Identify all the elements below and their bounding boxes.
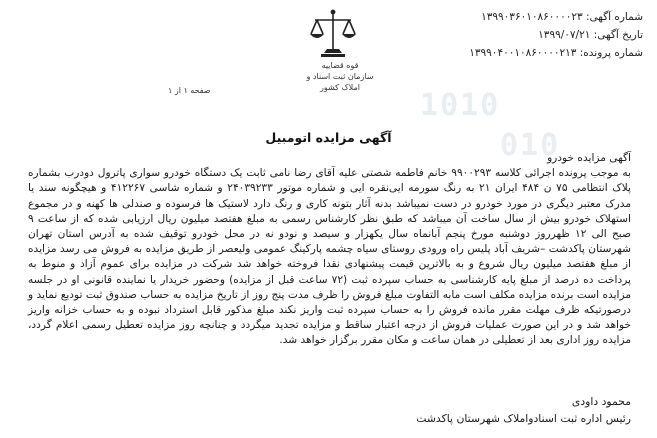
- notice-date-value: ۱۳۹۹/۰۷/۲۱: [538, 29, 591, 41]
- signatory-name: محمود داودی: [571, 395, 631, 408]
- watermark-line-2: 010: [500, 128, 561, 163]
- case-number-value: ۱۳۹۹۰۴۰۰۱۰۸۶۰۰۰۰۲۱۳: [469, 47, 577, 59]
- notice-number-value: ۱۳۹۹۰۳۶۰۱۰۸۶۰۰۰۰۲۳: [481, 11, 583, 23]
- body-paragraph: به موجب پرونده اجرائی کلاسه ۹۹۰۰۲۹۳ خانم فاطمه شصتی علیه آقای رضا نامی ثابت یک دستگاه خودرو سواری پاترول دودرب بشماره پلاک انتظامی ۷۵ ن ۴۸۴ ایران ۲۱ به رنگ سورمه ایی‌نقره ایی و شماره موتور ۲۴۰۳۹۲۳۳ و شماره شاسی ۴۱۲۲۶۷ و هیچگونه سند یا مدرک معتبر دیگری در مورد خودرو در دست نمیباشد بدنه آثار بتونه کاری و رنگ دارد لاستیک ها فرسوده و صندلی ها کهنه و در مجموع استهلاک خودرو بیش از سال ساخت آن میباشد که طبق نظر کارشناس رسمی به مبلغ هفتصد میلیون ریال ارزیابی شده که از ساعت ۹ صبح الی ۱۲ ظهرروز دوشنبه مورخ پنجم آبانماه سال یکهزار و سیصد و نودو نه در محل خودرو توقیف شده به آدرس استان تهران شهرستان پاکدشت –شریف آباد پلیس راه ورودی روستای سیاه چشمه پارکینگ عمومی ولیعصر از طریق مزایده به فروش می رسد مزایده از مبلغ هفتصد میلیون ریال شروع و به بالاترین قیمت پیشنهادی نقدا فروخته خواهد شد شرکت در مزایده برای عموم آزاد و منوط به پرداخت ده درصد از مبلغ پایه کارشناسی به حساب سپرده ثبت (۷۲ ساعت قبل از مزایده) وحضور خریدار یا نماینده قانونی او در جلسه مزایده است برنده مزایده مکلف است مابه التفاوت مبلغ فروش را ظرف مدت پنج روز از تاریخ مزایده به حساب صندوق ثبت تودیع نماید و درصورتیکه ظرف مهلت مقرر مانده فروش را به حساب سپرده ثبت واریز نکند مبلغ مذکور قابل استرداد نبوده و به حساب خزانه واریز خواهد شد و در این صورت عملیات فروش از درجه اعتبار ساقط و مزایده تجدید میگردد و چنانچه روز مزایده تعطیل رسمی اعلام گردد، مزایده روز اداری بعد از تعطیلی در همان ساعت و مکان مقرر برگزار خواهد شد.: [28, 167, 632, 347]
- document-title: آگهی مزایده اتومبیل: [265, 130, 392, 145]
- notice-metadata: [423, 8, 643, 62]
- case-number-row: [423, 44, 643, 62]
- notice-number-label: شماره آگهی:: [585, 11, 643, 23]
- org-line-1: قوه قضاییه: [321, 61, 359, 70]
- organization-name: [300, 60, 380, 93]
- watermark-line-1: 1010: [420, 88, 501, 123]
- case-number-label: شماره پرونده:: [579, 47, 643, 59]
- notice-date-row: [423, 26, 643, 44]
- body-intro: آگهی مزایده خودرو: [547, 152, 631, 164]
- notice-date-label: تاریخ آگهی:: [593, 29, 643, 41]
- signatory-position: رئیس اداره ثبت اسنادواملاک شهرستان پاکدشت: [416, 412, 631, 425]
- notice-number-row: [423, 8, 643, 26]
- page-number: صفحه ۱ از ۱: [168, 86, 211, 95]
- judiciary-scales-emblem-icon: [305, 6, 361, 62]
- document-body: [28, 151, 631, 349]
- org-line-2: سازمان ثبت اسناد و املاک کشور: [306, 72, 374, 92]
- signature-block: [231, 393, 631, 427]
